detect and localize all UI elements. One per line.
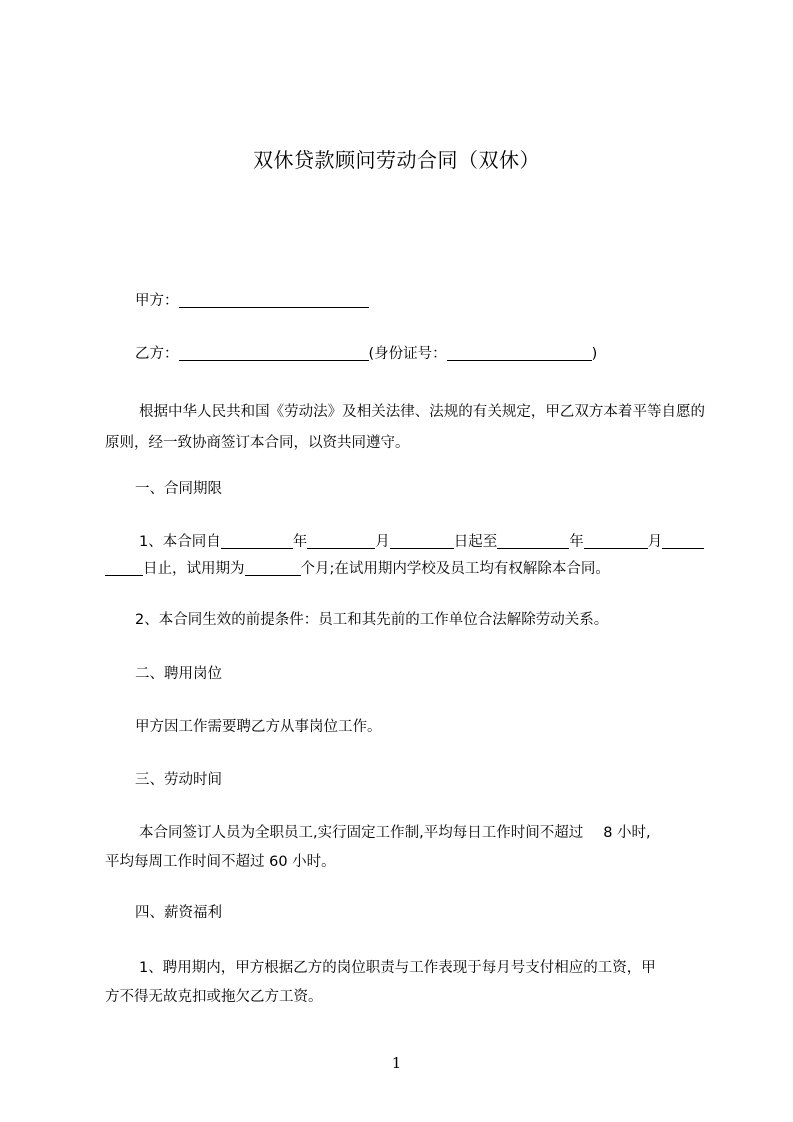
probation-months-blank[interactable] [245, 559, 301, 576]
id-close: ) [591, 346, 598, 362]
end-day-blank-a[interactable] [662, 532, 704, 549]
document-title: 双休贷款顾问劳动合同（双休） [253, 148, 540, 172]
section-4-body-line-2: 方不得无故克扣或拖欠乙方工资。 [105, 989, 323, 1005]
end-month-blank[interactable] [584, 532, 648, 549]
section-1-heading: 一、合同期限 [135, 481, 222, 497]
term-clause-line-1: 1、本合同自 年 月 日起至 年 月 [105, 528, 715, 556]
section-4-heading: 四、薪资福利 [135, 905, 222, 921]
start-day-blank[interactable] [390, 532, 454, 549]
id-number-blank[interactable] [447, 344, 592, 361]
term-clause-2: 2、本合同生效的前提条件：员工和其先前的工作单位合法解除劳动关系。 [135, 612, 609, 628]
id-label: (身份证号： [368, 346, 447, 362]
end-year-blank[interactable] [497, 532, 569, 549]
section-2-heading: 二、聘用岗位 [135, 666, 222, 682]
party-a-blank[interactable] [179, 291, 369, 308]
page-number: 1 [391, 1054, 402, 1072]
party-b-label: 乙方： [135, 346, 179, 362]
party-b-line [105, 340, 715, 368]
party-a-line [105, 287, 715, 315]
section-4-body-line-1: 1、聘用期内，甲方根据乙方的岗位职责与工作表现于每月号支付相应的工资，甲 [139, 960, 656, 976]
term-clause-line-2: 日止，试用期为 个月;在试用期内学校及员工均有权解除本合同。 [105, 555, 715, 583]
intro-paragraph: 根据中华人民共和国《劳动法》及相关法律、法规的有关规定，甲乙双方本着平等自愿的原则，经一致协商签订本合同，以资共同遵守。 [105, 404, 705, 451]
section-3-body-line-2: 平均每周工作时间不超过 60 小时。 [105, 854, 336, 870]
start-month-blank[interactable] [307, 532, 375, 549]
start-year-blank[interactable] [221, 532, 293, 549]
end-day-blank-b[interactable] [105, 559, 143, 576]
party-b-blank[interactable] [179, 344, 369, 361]
section-3-body-line-1: 本合同签订人员为全职员工,实行固定工作制,平均每日工作时间不超过 8 小时, [139, 825, 651, 841]
section-3-heading: 三、劳动时间 [135, 772, 222, 788]
section-2-body: 甲方因工作需要聘乙方从事岗位工作。 [135, 719, 382, 735]
party-a-label: 甲方： [135, 293, 179, 309]
